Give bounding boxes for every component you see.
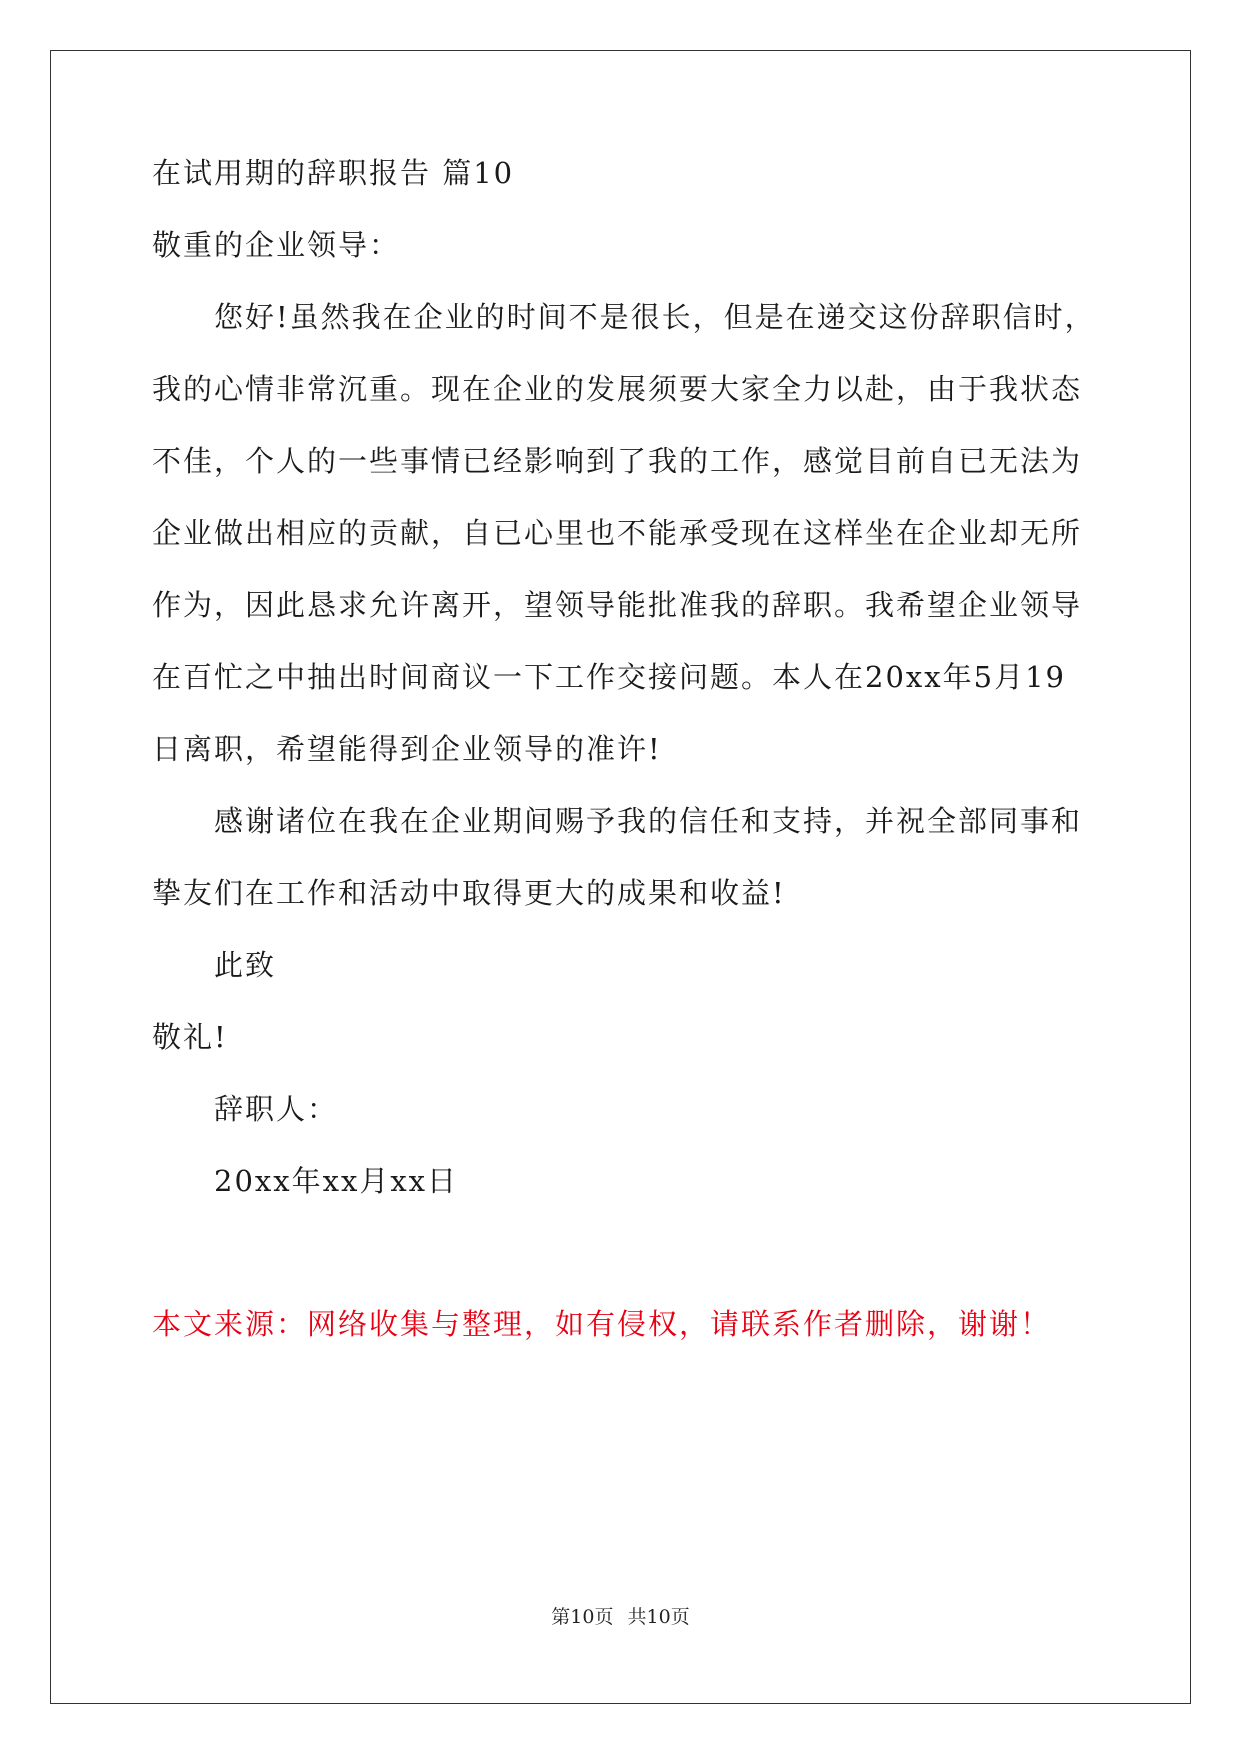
body-line-6: 在百忙之中抽出时间商议一下工作交接问题。本人在20xx年5月19 — [152, 660, 1066, 694]
body-line-7: 日离职，希望能得到企业领导的准许! — [152, 732, 662, 766]
document-title: 在试用期的辞职报告 篇10 — [152, 156, 515, 190]
page-footer: 第10页 共10页 — [551, 1606, 690, 1628]
signature-date: 20xx年xx月xx日 — [214, 1164, 459, 1198]
closing-regards: 此致 — [214, 948, 277, 982]
body-line-9: 挚友们在工作和活动中取得更大的成果和收益! — [152, 876, 786, 910]
body-line-3: 不佳，个人的一些事情已经影响到了我的工作，感觉目前自已无法为 — [152, 444, 1083, 478]
source-notice: 本文来源：网络收集与整理，如有侵权，请联系作者删除，谢谢！ — [152, 1307, 1052, 1341]
salutation: 敬重的企业领导： — [152, 228, 401, 262]
body-line-8: 感谢诸位在我在企业期间赐予我的信任和支持，并祝全部同事和 — [214, 804, 1083, 838]
body-line-1: 您好!虽然我在企业的时间不是很长，但是在递交这份辞职信时， — [214, 300, 1096, 334]
body-line-2: 我的心情非常沉重。现在企业的发展须要大家全力以赴，由于我状态 — [152, 372, 1083, 406]
body-line-4: 企业做出相应的贡献，自已心里也不能承受现在这样坐在企业却无所 — [152, 516, 1083, 550]
signer-label: 辞职人： — [214, 1092, 339, 1126]
body-line-5: 作为，因此恳求允许离开，望领导能批准我的辞职。我希望企业领导 — [152, 588, 1083, 622]
closing-salute: 敬礼! — [152, 1020, 228, 1054]
